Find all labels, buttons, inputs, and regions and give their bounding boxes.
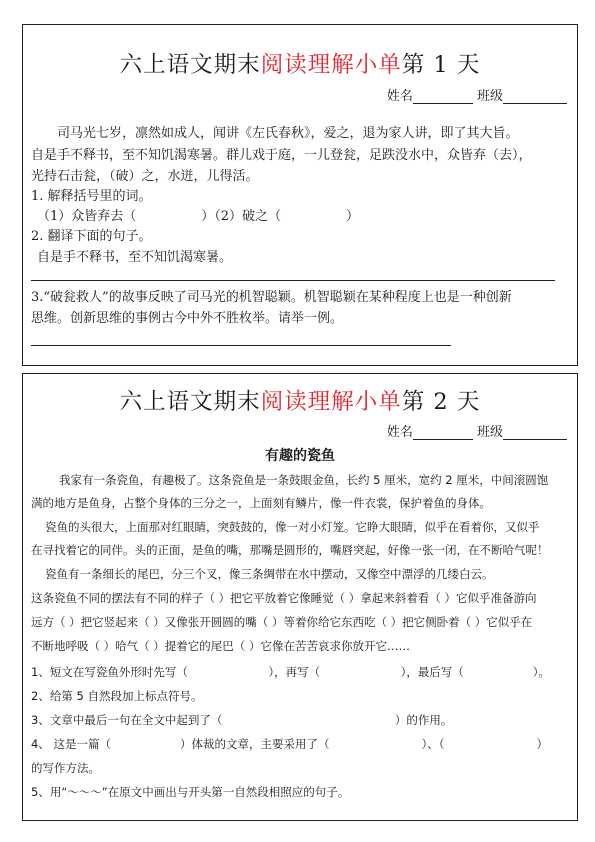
worksheet-title [23, 384, 577, 416]
question-3: 3、文章中最后一句在全文中起到了（ ）的作用。 [31, 713, 453, 727]
passage-line: 不断地呼吸（ ）哈气（ ）提着它的尾巴（ ）它像在苦苦哀求你放开它…… [31, 639, 410, 653]
title-day: 第 2 天 [401, 389, 481, 415]
class-label: 班级 [476, 89, 503, 104]
student-info [387, 85, 567, 104]
question-2: 2. 翻译下面的句子。 [31, 229, 152, 244]
passage-line: 这条瓷鱼不同的摆法有不同的样子（ ）把它平放着它像睡觉（ ）拿起来斜着看（ ）它似乎准备游向 [31, 591, 537, 605]
question-5: 5、用“～～～”在原文中画出与开头第一自然段相照应的句子。 [31, 785, 350, 799]
question-1-items: （1）众皆弃去（ ）（2）破之（ ） [37, 209, 360, 224]
question-4-continued: 的写作方法。 [31, 761, 100, 775]
question-3: 3.“破瓮救人”的故事反映了司马光的机智聪颖。机智聪颖在某种程度上也是一种创新 [31, 290, 512, 305]
title-part: 六上语文期末 [119, 389, 261, 415]
passage-line: 我家有一条瓷鱼，有趣极了。这条瓷鱼是一条鼓眼金鱼，长约 5 厘米，宽约 2 厘米，中间滚圆饱 [59, 473, 549, 487]
question-1: 1、短文在写瓷鱼外形时先写（ ），再写（ ），最后写（ ）。 [31, 665, 551, 679]
title-highlight: 阅读理解小单 [260, 52, 402, 78]
question-2-sentence: 自是手不释书，至不知饥渴寒暑。 [37, 250, 233, 265]
passage-line: 瓷鱼的头很大，上面那对红眼睛，突鼓鼓的，像一对小灯笼。它睁大眼睛，似乎在看着你，又似乎 [45, 520, 540, 534]
question-4: 4、 这是一篇（ ）体裁的文章，主要采用了（ ）、（ ） [31, 737, 548, 751]
worksheet-title [23, 47, 577, 79]
passage-line: 自是手不释书，至不知饥渴寒暑。群儿戏于庭，一儿登瓮，足跌没水中，众皆弃（去）， [31, 148, 532, 163]
title-highlight: 阅读理解小单 [260, 389, 402, 415]
class-field[interactable] [503, 103, 567, 104]
student-info [387, 421, 567, 440]
name-field[interactable] [413, 103, 473, 104]
answer-line[interactable] [31, 345, 451, 346]
question-2: 2、给第 5 自然段加上标点符号。 [31, 689, 203, 703]
passage-line: 在寻找着它的同伴。头的正面，是鱼的嘴，那嘴是圆形的，嘴唇突起，好像一张一闭，在不断哈气呢！ [31, 543, 549, 557]
class-field[interactable] [503, 439, 567, 440]
question-1: 1. 解释括号里的词。 [31, 189, 152, 204]
answer-line[interactable] [31, 280, 555, 281]
name-label: 姓名 [386, 425, 413, 440]
worksheet-day-1 [22, 24, 578, 366]
name-field[interactable] [413, 439, 473, 440]
worksheet-day-2 [22, 373, 578, 821]
class-label: 班级 [476, 425, 503, 440]
passage-title: 有趣的瓷鱼 [265, 448, 335, 464]
title-part: 六上语文期末 [119, 52, 261, 78]
passage-line: 满的地方是鱼身，占整个身体的三分之一，上面刻有鳞片，像一件衣裳，保护着鱼的身体。 [31, 496, 491, 510]
title-day: 第 1 天 [401, 52, 481, 78]
question-3: 思维。创新思维的事例古今中外不胜枚举。请举一例。 [31, 311, 344, 326]
name-label: 姓名 [386, 89, 413, 104]
passage-line: 远方（ ）把它竖起来（ ）又像张开圆圆的嘴（ ）等着你给它东西吃（ ）把它侧卧着（ ）它似乎在 [31, 615, 533, 629]
passage-line: 光持石击瓮，（破）之，水迸，儿得活。 [31, 169, 259, 184]
passage-line: 司马光七岁，凛然如成人，闻讲《左氏春秋》，爱之，退为家人讲，即了其大旨。 [57, 126, 519, 141]
passage-line: 瓷鱼有一条细长的尾巴，分三个叉，像三条绸带在水中摆动，又像空中漂浮的几缕白云。 [45, 567, 494, 581]
